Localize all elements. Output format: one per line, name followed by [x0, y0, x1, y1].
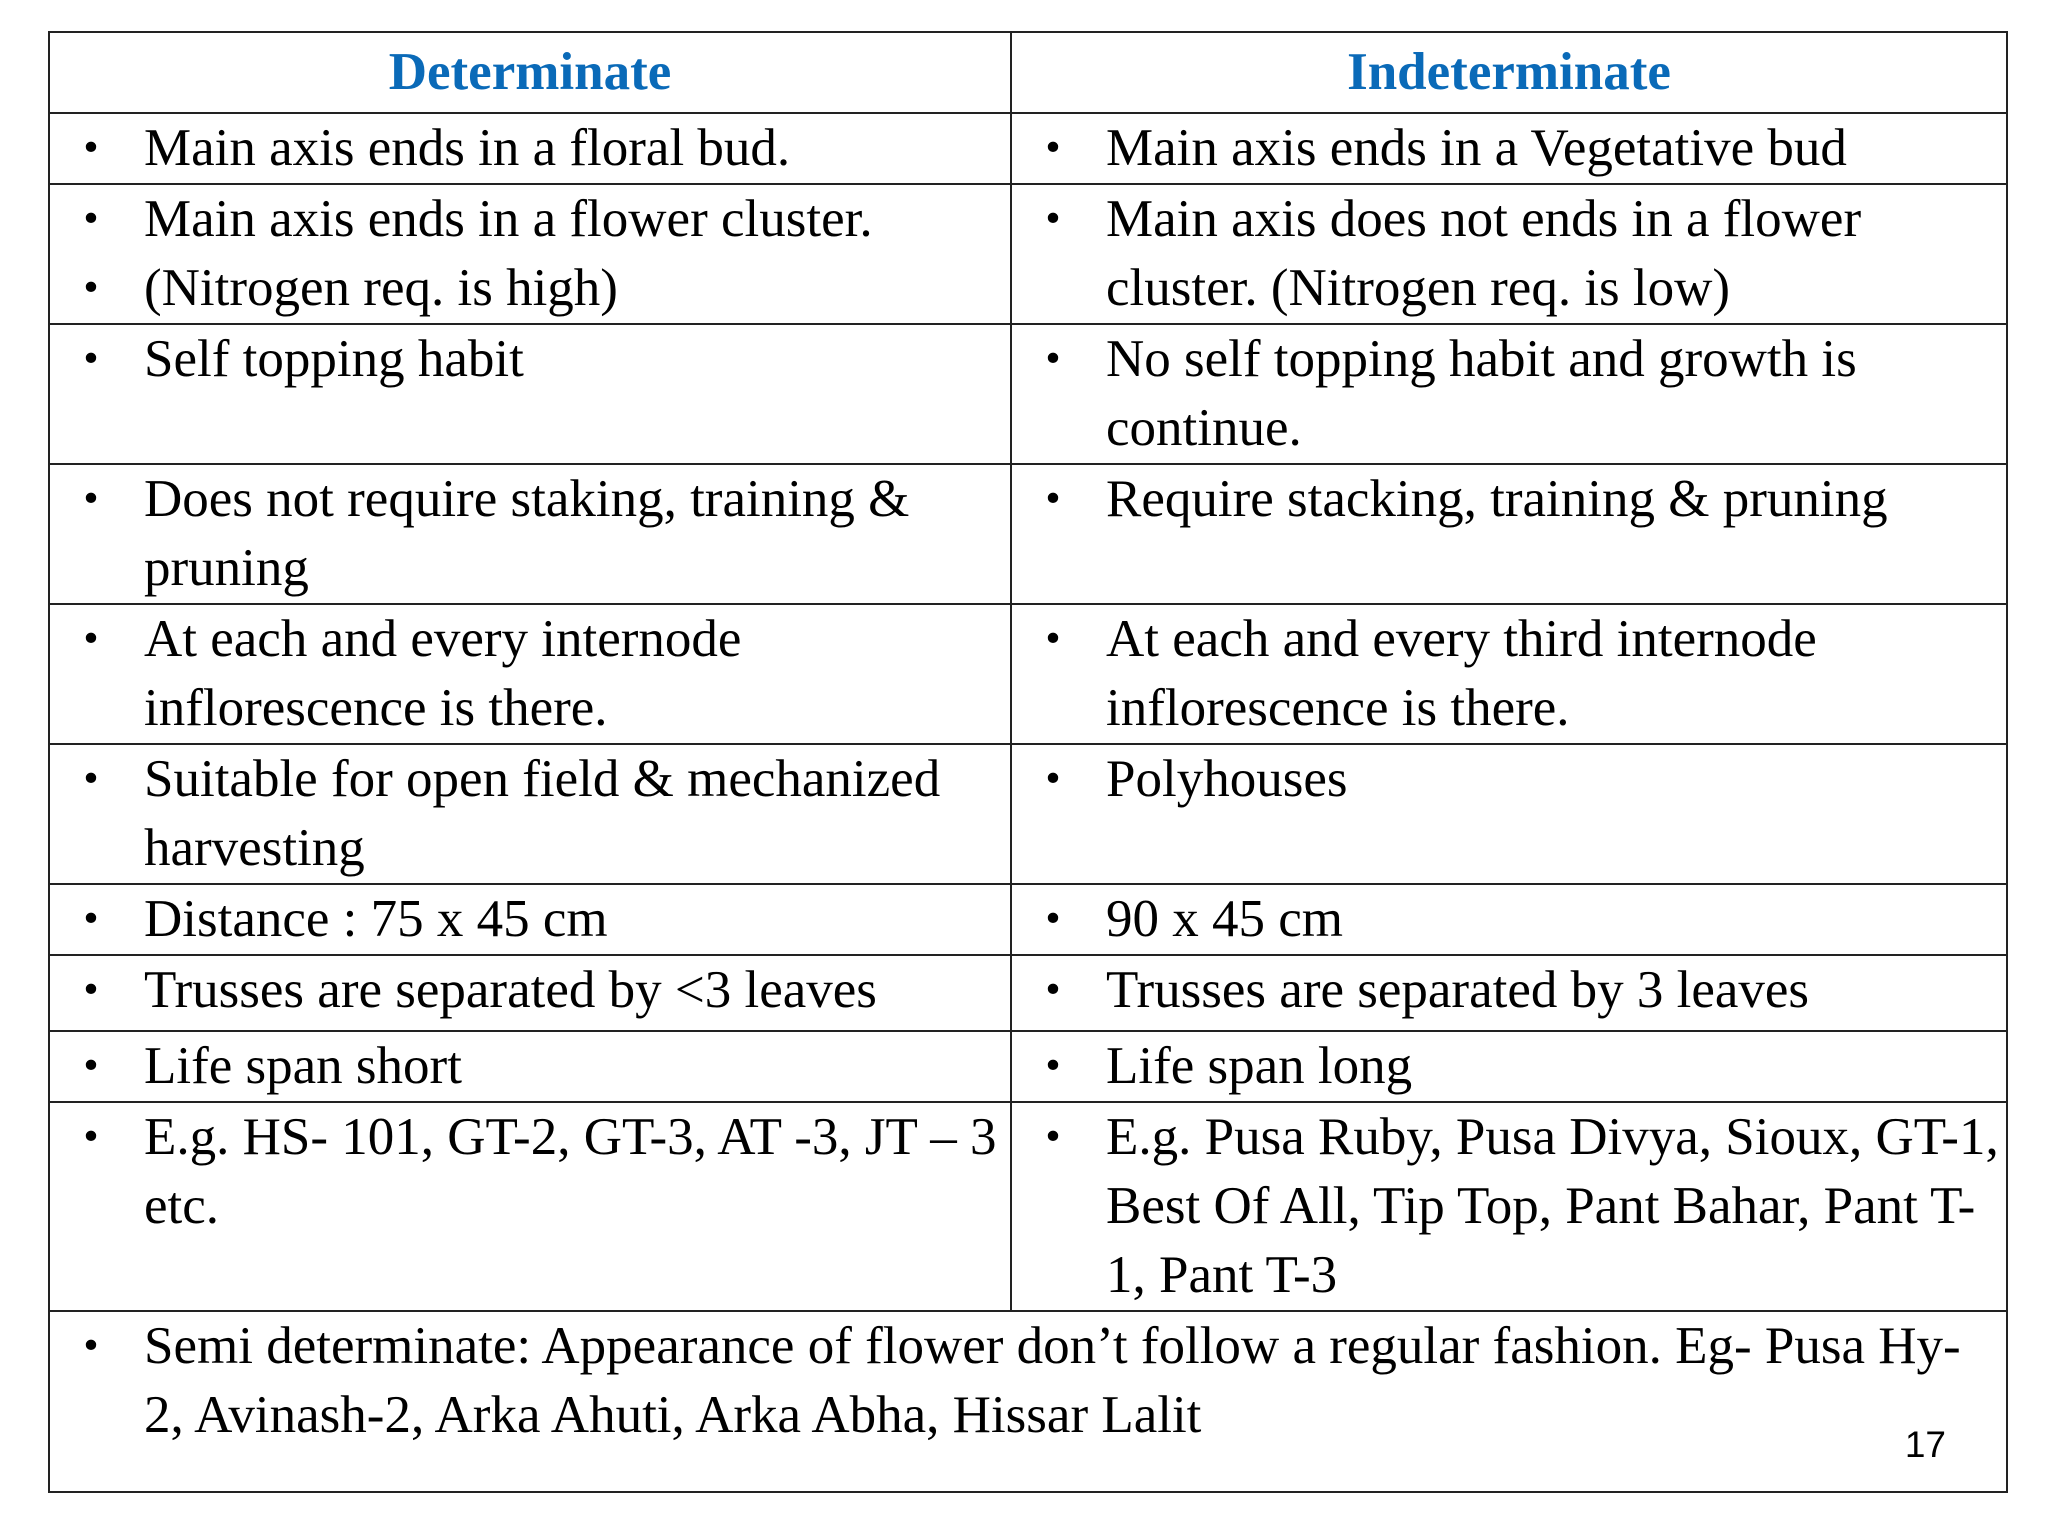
bullet-icon: • — [80, 479, 102, 520]
cell-text: Require stacking, training & pruning — [1106, 470, 1888, 528]
indeterminate-cell — [1011, 604, 2007, 744]
cell-text: Main axis ends in a Vegetative bud — [1106, 119, 1847, 177]
list-item — [1012, 114, 2006, 183]
cell-text: Trusses are separated by 3 leaves — [1106, 961, 1810, 1019]
table-row — [49, 604, 2007, 744]
list-item — [1012, 185, 2006, 323]
list-item — [50, 956, 1010, 1025]
table-row — [49, 324, 2007, 464]
indeterminate-cell — [1011, 955, 2007, 1031]
indeterminate-cell — [1011, 464, 2007, 604]
bullet-icon: • — [1042, 199, 1064, 240]
bullet-icon: • — [80, 128, 102, 169]
bullet-icon: • — [80, 1326, 102, 1367]
determinate-cell — [49, 113, 1011, 184]
list-item — [1012, 465, 2006, 534]
cell-text: Life span long — [1106, 1037, 1413, 1095]
bullet-icon: • — [80, 899, 102, 940]
list-item — [50, 605, 1010, 743]
list-item — [1012, 745, 2006, 814]
bullet-icon: • — [1042, 970, 1064, 1011]
table-body — [49, 113, 2007, 1311]
determinate-cell — [49, 1031, 1011, 1102]
list-item — [50, 114, 1010, 183]
cell-text: At each and every third internode inflorescence is there. — [1106, 610, 1817, 737]
indeterminate-cell — [1011, 113, 2007, 184]
cell-text: Life span short — [144, 1037, 462, 1095]
bullet-icon: • — [1042, 1117, 1064, 1158]
indeterminate-cell — [1011, 184, 2007, 324]
bullet-icon: • — [1042, 1046, 1064, 1087]
table-row — [49, 1031, 2007, 1102]
list-item — [1012, 956, 2006, 1025]
cell-text: No self topping habit and growth is continue. — [1106, 330, 1857, 457]
indeterminate-cell — [1011, 324, 2007, 464]
cell-text: E.g. Pusa Ruby, Pusa Divya, Sioux, GT-1, Best Of All, Tip Top, Pant Bahar, Pant T-1, Pant T-3 — [1106, 1108, 1999, 1304]
table-row — [49, 955, 2007, 1031]
bullet-icon: • — [80, 1046, 102, 1087]
indeterminate-cell — [1011, 1102, 2007, 1311]
indeterminate-cell — [1011, 1031, 2007, 1102]
semi-determinate-cell — [49, 1311, 2007, 1492]
bullet-icon: • — [1042, 759, 1064, 800]
cell-text: Distance : 75 x 45 cm — [144, 890, 608, 948]
indeterminate-cell — [1011, 744, 2007, 884]
cell-text: At each and every internode inflorescence is there. — [144, 610, 742, 737]
bullet-icon: • — [80, 339, 102, 380]
list-item — [50, 325, 1010, 394]
cell-text: Main axis does not ends in a flower cluster. (Nitrogen req. is low) — [1106, 190, 1862, 317]
list-item — [50, 185, 1010, 254]
table-row — [49, 744, 2007, 884]
bullet-icon: • — [80, 1117, 102, 1158]
list-item — [1012, 1032, 2006, 1101]
bullet-icon: • — [1042, 619, 1064, 660]
header-determinate: Determinate — [49, 32, 1011, 113]
table-header-row — [49, 32, 2007, 113]
determinate-cell — [49, 955, 1011, 1031]
bullet-icon: • — [80, 759, 102, 800]
list-item — [1012, 605, 2006, 743]
footer-row — [49, 1311, 2007, 1492]
table-row — [49, 113, 2007, 184]
determinate-cell — [49, 744, 1011, 884]
determinate-cell — [49, 1102, 1011, 1311]
list-item — [50, 1103, 1010, 1241]
header-indeterminate: Indeterminate — [1011, 32, 2007, 113]
cell-text: E.g. HS- 101, GT-2, GT-3, AT -3, JT – 3 etc. — [144, 1108, 997, 1235]
cell-text: 90 x 45 cm — [1106, 890, 1343, 948]
determinate-cell — [49, 324, 1011, 464]
table-row — [49, 184, 2007, 324]
cell-text: Suitable for open field & mechanized harvesting — [144, 750, 941, 877]
list-item — [50, 465, 1010, 603]
indeterminate-cell — [1011, 884, 2007, 955]
semi-determinate-text: Semi determinate: Appearance of flower don’t follow a regular fashion. Eg- Pusa Hy-2, Avinash-2, Arka Ahuti, Arka Abha, Hissar Lalit — [144, 1317, 1961, 1444]
list-item — [50, 1032, 1010, 1101]
determinate-cell — [49, 604, 1011, 744]
list-item — [1012, 325, 2006, 463]
list-item — [50, 885, 1010, 954]
determinate-cell — [49, 884, 1011, 955]
determinate-cell — [49, 464, 1011, 604]
bullet-icon: • — [1042, 339, 1064, 380]
cell-text: Polyhouses — [1106, 750, 1348, 808]
bullet-icon: • — [80, 268, 102, 309]
cell-text: Trusses are separated by <3 leaves — [144, 961, 877, 1019]
bullet-icon: • — [1042, 899, 1064, 940]
bullet-icon: • — [1042, 479, 1064, 520]
cell-text: Does not require staking, training & pruning — [144, 470, 910, 597]
cell-text: Main axis ends in a flower cluster. — [144, 190, 873, 248]
list-item — [50, 1312, 2006, 1450]
list-item — [50, 254, 1010, 323]
list-item — [50, 745, 1010, 883]
table-row — [49, 884, 2007, 955]
comparison-table — [48, 31, 2008, 1493]
page-number: 17 — [1904, 1424, 1946, 1465]
cell-text: Main axis ends in a floral bud. — [144, 119, 791, 177]
cell-text: Self topping habit — [144, 330, 524, 388]
table-row — [49, 464, 2007, 604]
cell-text: (Nitrogen req. is high) — [144, 259, 618, 317]
bullet-icon: • — [80, 619, 102, 660]
table-row — [49, 1102, 2007, 1311]
determinate-cell — [49, 184, 1011, 324]
bullet-icon: • — [1042, 128, 1064, 169]
bullet-icon: • — [80, 199, 102, 240]
list-item — [1012, 1103, 2006, 1310]
bullet-icon: • — [80, 970, 102, 1011]
list-item — [1012, 885, 2006, 954]
